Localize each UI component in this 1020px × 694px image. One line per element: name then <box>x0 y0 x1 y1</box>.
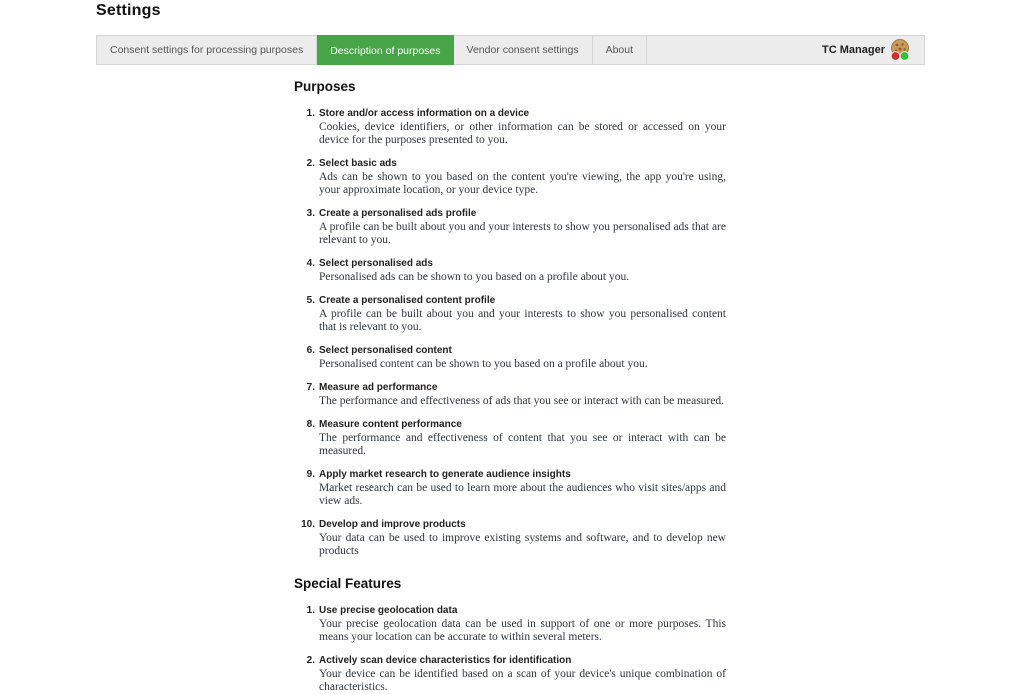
item-number: 10. <box>301 519 315 530</box>
list-item <box>294 157 726 197</box>
list-item <box>294 654 726 694</box>
item-number: 1. <box>306 108 315 119</box>
item-number: 2. <box>306 655 315 666</box>
item-description: The performance and effectiveness of ads that you see or interact with can be measured. <box>319 395 724 407</box>
list-item <box>294 294 726 334</box>
tab-content-description-of-purposes <box>294 79 726 694</box>
item-description: Your device can be identified based on a scan of your device's unique combination of characteristics. <box>319 668 726 693</box>
item-title: Select personalised ads <box>319 258 433 269</box>
purposes-list <box>294 107 726 558</box>
tc-manager-brand <box>822 36 924 64</box>
list-item <box>294 468 726 508</box>
item-description: Personalised content can be shown to you based on a profile about you. <box>319 358 648 370</box>
item-description: Your precise geolocation data can be used in support of one or more purposes. This means your location can be accurate to within several meters. <box>319 618 726 643</box>
list-item <box>294 381 726 408</box>
item-title: Apply market research to generate audience insights <box>319 469 571 480</box>
tab-bar <box>96 35 925 65</box>
item-description: Your data can be used to improve existing systems and software, and to develop new products <box>319 532 726 557</box>
item-title: Select personalised content <box>319 345 452 356</box>
list-item <box>294 257 726 284</box>
purposes-section <box>294 79 726 558</box>
list-item <box>294 604 726 644</box>
item-title: Measure ad performance <box>319 382 438 393</box>
list-item <box>294 207 726 247</box>
tab-list <box>97 36 647 64</box>
item-title: Select basic ads <box>319 158 397 169</box>
cookie-consent-icon <box>888 38 912 62</box>
list-item <box>294 344 726 371</box>
special-features-section <box>294 576 726 694</box>
page-title: Settings <box>96 2 161 19</box>
item-number: 3. <box>306 208 315 219</box>
special-features-list <box>294 604 726 694</box>
item-title: Create a personalised ads profile <box>319 208 477 219</box>
item-number: 5. <box>306 295 315 306</box>
settings-page <box>0 2 1020 694</box>
item-title: Actively scan device characteristics for identification <box>319 655 572 666</box>
item-description: Cookies, device identifiers, or other information can be stored or accessed on your device for the purposes presented to you. <box>319 121 726 146</box>
list-item <box>294 107 726 147</box>
special-features-heading: Special Features <box>294 576 402 591</box>
purposes-heading: Purposes <box>294 79 356 94</box>
item-number: 8. <box>306 419 315 430</box>
item-description: A profile can be built about you and your interests to show you personalised ads that are relevant to you. <box>319 221 726 246</box>
item-description: A profile can be built about you and your interests to show you personalised content that is relevant to you. <box>319 308 726 333</box>
tab-about[interactable]: About <box>593 36 647 64</box>
item-title: Store and/or access information on a device <box>319 108 530 119</box>
tab-vendor-consent-settings[interactable]: Vendor consent settings <box>454 36 593 64</box>
item-number: 9. <box>306 469 315 480</box>
item-title: Create a personalised content profile <box>319 295 496 306</box>
list-item <box>294 518 726 558</box>
item-title: Measure content performance <box>319 419 462 430</box>
item-description: Ads can be shown to you based on the content you're viewing, the app you're using, your approximate location, or your device type. <box>319 171 726 196</box>
tab-description-of-purposes[interactable]: Description of purposes <box>317 35 453 65</box>
list-item <box>294 418 726 458</box>
item-number: 2. <box>306 158 315 169</box>
item-title: Develop and improve products <box>319 519 466 530</box>
item-number: 7. <box>306 382 315 393</box>
item-number: 4. <box>306 258 315 269</box>
item-title: Use precise geolocation data <box>319 605 458 616</box>
item-number: 6. <box>306 345 315 356</box>
item-description: The performance and effectiveness of content that you see or interact with can be measured. <box>319 432 726 457</box>
item-description: Personalised ads can be shown to you based on a profile about you. <box>319 271 630 283</box>
item-number: 1. <box>306 605 315 616</box>
tab-consent-settings-for-processing-purposes[interactable]: Consent settings for processing purposes <box>97 36 317 64</box>
item-description: Market research can be used to learn more about the audiences who visit sites/apps and view ads. <box>319 482 726 507</box>
tc-manager-label: TC Manager <box>822 44 885 56</box>
